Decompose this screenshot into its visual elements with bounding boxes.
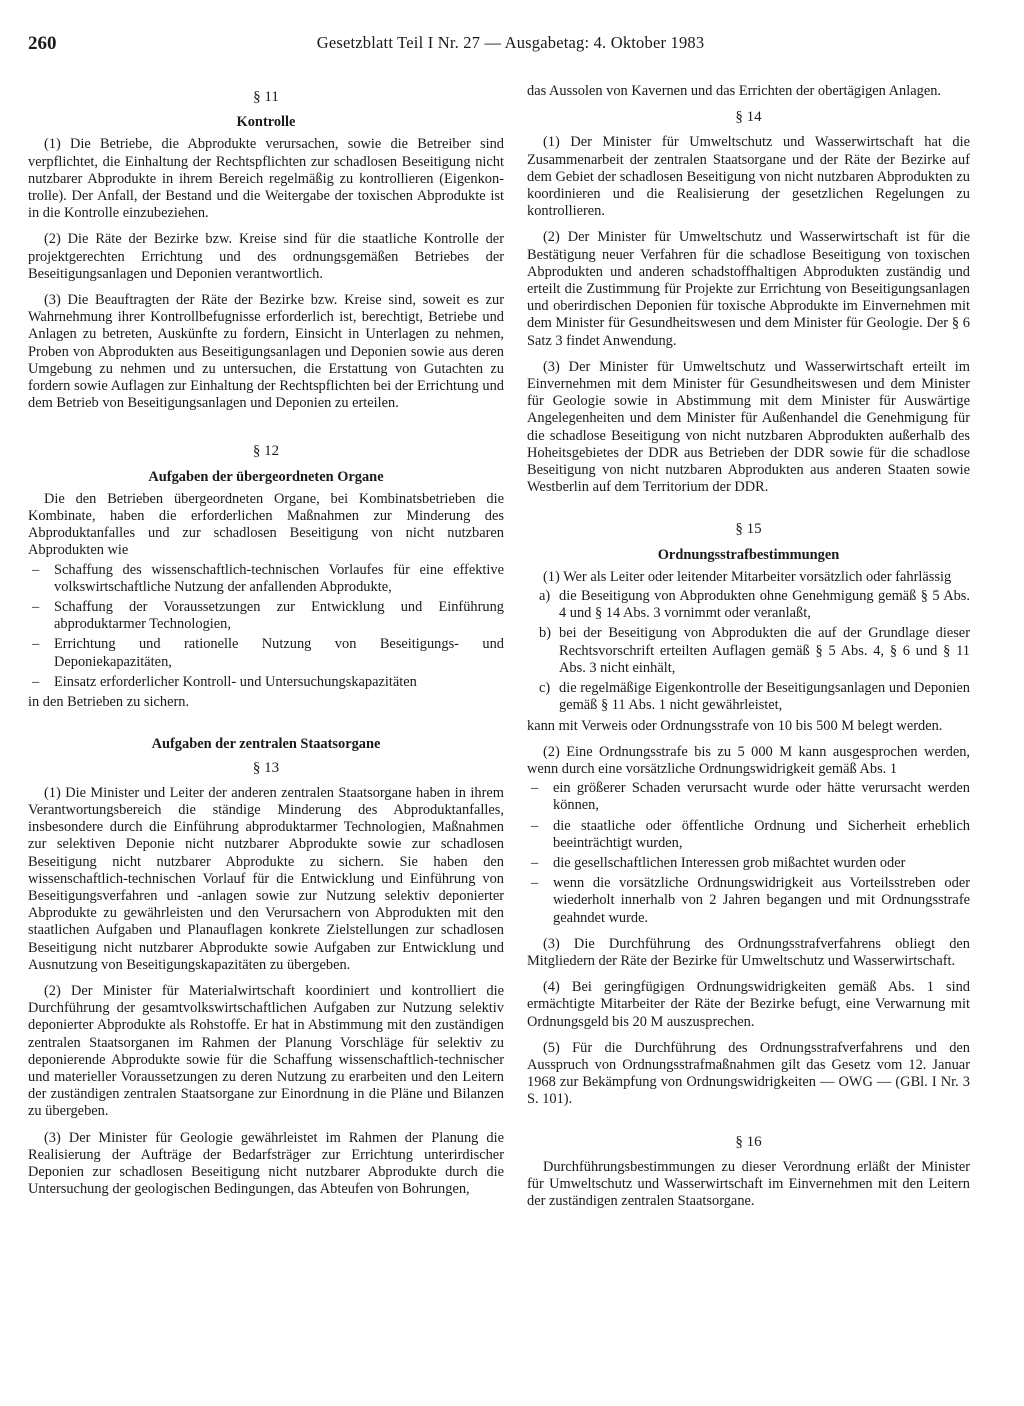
list-item [527, 680, 970, 714]
list-item-marker: b) [539, 625, 551, 642]
page-number: 260 [28, 33, 57, 54]
list-item: – die staatliche oder öffentliche Ordnung und Sicherheit erheblich beeinträchtigt wurden, [531, 817, 970, 851]
list-item: – wenn die vorsätzliche Ordnungswidrigkeit aus Vorteilsstreben oder wiederholt innerhalb von 2 Jahren begangen und mit Ordnungsstrafe geahndet wurde. [531, 875, 970, 926]
section-14-paragraph-1: (1) Der Minister für Umweltschutz und Wasserwirtschaft hat die Zusammenarbeit der zentralen Staatsorgane und der Räte der Bezirke auf dem Gebiet der schadlosen Beseitigung von nicht nutzbaren Abprodukten zu koordinieren und die Realisierung der gesetzlichen Regelungen zu kontrollieren. [527, 134, 970, 220]
list-item-marker: c) [539, 680, 551, 697]
running-head: Gesetzblatt Teil I Nr. 27 — Ausgabetag: 4. Oktober 1983 [316, 33, 705, 52]
left-column [28, 83, 504, 1207]
list-item: – Schaffung der Voraussetzungen zur Entwicklung und Einführung abproduktarmer Technologien, [32, 599, 504, 633]
section-15-paragraph-3: (3) Die Durchführung des Ordnungsstrafverfahrens obliegt den Mitgliedern der Räte der Bezirke für Umweltschutz und Wasserwirtschaft. [527, 935, 970, 969]
section-11-paragraph-2: (2) Die Räte der Bezirke bzw. Kreise sind für die staatliche Kontrolle der projektgerechten Errichtung und des ordnungsgemäßen Betriebes der Beseitigungsanlagen und Deponien verantwortlich. [28, 231, 504, 282]
section-15-paragraph-1-intro: (1) Wer als Leiter oder leitender Mitarbeiter vorsätzlich oder fahrlässig [543, 568, 952, 585]
section-11-title: Kontrolle [236, 114, 296, 131]
list-item: – die gesellschaftlichen Interessen grob mißachtet wurden oder [531, 854, 906, 871]
list-item-marker: a) [539, 588, 551, 605]
section-15-paragraph-4: (4) Bei geringfügigen Ordnungswidrigkeiten gemäß Abs. 1 sind ermächtigte Mitarbeiter der Räte der Bezirke befugt, eine Verwarnung mit Ordnungsgeld bis 20 M auszusprechen. [527, 979, 970, 1030]
section-15-number: § 15 [735, 521, 762, 538]
list-item-text: die Beseitigung von Abprodukten ohne Genehmigung gemäß § 5 Abs. 4 und § 14 Abs. 3 vornimmt oder veranlaßt, [559, 588, 970, 622]
section-16-paragraph-1: Durchführungsbestimmungen zu dieser Verordnung erläßt der Minister für Umweltschutz und Wasserwirtschaft im Einvernehmen mit den Leitern der zuständigen zentralen Staatsorgane. [527, 1158, 970, 1210]
list-item-text: Schaffung der Voraussetzungen zur Entwicklung und Einführung abproduktarmer Technologien, [54, 599, 504, 633]
list-item [527, 588, 970, 622]
section-12-outro: in den Betrieben zu sichern. [28, 694, 190, 711]
section-13-continuation: das Aussolen von Kavernen und das Errichten der obertägigen Anlagen. [527, 83, 942, 99]
section-14-paragraph-2: (2) Der Minister für Umweltschutz und Wasserwirtschaft ist für die Bestätigung neuer Verfahren für die schadlose Beseitigung von toxischen Abprodukten und anderen schadstoffhaltigen Abprodukten zuständig und erteilt die Zustimmung für Projekte zur Errichtung von Beseitigungsanlagen und oberirdischen Deponien für toxische Abprodukte im Einvernehmen mit dem Minister für Gesundheitswesen und dem Minister für Geologie. Der § 6 Satz 3 findet Anwendung. [527, 229, 970, 349]
list-item [527, 625, 970, 677]
list-item: – Schaffung des wissenschaftlich-technischen Vorlaufes für eine effektive volkswirtschaftliche Nutzung der anfallenden Abprodukte, [32, 561, 504, 595]
list-item-text: die gesellschaftlichen Interessen grob mißachtet wurden oder [553, 854, 906, 871]
section-13-number: § 13 [252, 759, 280, 776]
section-16-number: § 16 [735, 1133, 762, 1150]
list-item-text: Errichtung und rationelle Nutzung von Beseitigungs- und Deponiekapazitäten, [54, 636, 504, 670]
section-14-number: § 14 [735, 109, 762, 126]
page-header [28, 33, 993, 57]
section-11-paragraph-3: (3) Die Beauftragten der Räte der Bezirke bzw. Kreise sind, soweit es zur Wahrnehmung ihrer Kontrollbefugnisse erforderlich ist, berechtigt, Betriebe und Anlagen zu betreten, Auskünfte zu fordern, Einsicht in Unterlagen zu nehmen, Proben von Abprodukten aus Beseitigungsanlagen und Deponien sowie aus deren Umgebung zu nehmen und zu untersuchen, die Erstattung von Gutachten zu fordern sowie Auflagen zur Einhaltung der Rechtspflichten bei der Errichtung und dem Betrieb von Beseitigungsanlagen und Deponien zu erteilen. [28, 292, 504, 412]
section-13-paragraph-1: (1) Die Minister und Leiter der anderen zentralen Staatsorgane haben in ihrem Verantwortungsbereich die ständige Minderung des Abproduktanfalles, insbesondere durch die Einführung abproduktarmer Technologien, Maßnahmen zur selektiven Deponie nicht nutzbarer Abprodukte sowie zur schadlosen Beseitigung nicht nutzbarer Abprodukte zu sichern. Sie haben den wissenschaftlich-technischen Vorlauf für die Entwicklung und Einführung von Beseitigungsverfahren und -anlagen sowie zur Nutzung selektiv deponierter Abprodukte zu gewährleisten und den Verursachern von Abprodukten mit den staatlichen Aufgaben und Planauflagen konkrete Zielstellungen zur schadlosen Beseitigung nicht nutzbarer Abprodukte sowie Aufgaben zur Entwicklung und Ausnutzung von Beseitigungskapazitäten zu übergeben. [28, 784, 504, 973]
list-item: – ein größerer Schaden verursacht wurde oder hätte verursacht werden können, [531, 780, 970, 814]
list-item: – Einsatz erforderlicher Kontroll- und Untersuchungskapazitäten [32, 673, 417, 690]
section-13-paragraph-3: (3) Der Minister für Geologie gewährleistet im Rahmen der Planung die Realisierung der Aufträge der Bedarfsträger zur Errichtung unterirdischer Deponien zur schadlosen Beseitigung nicht nutzbarer Abprodukte durch die Untersuchung der geologischen Bedingungen, das Abteufen von Bohrungen, [28, 1129, 504, 1198]
section-11-number: § 11 [253, 89, 279, 105]
section-15-paragraph-2-intro: (2) Eine Ordnungsstrafe bis zu 5 000 M kann ausgesprochen werden, wenn durch eine vorsätzliche Ordnungswidrigkeit gemäß Abs. 1 [527, 743, 970, 777]
list-item-text: ein größerer Schaden verursacht wurde oder hätte verursacht werden können, [553, 780, 970, 814]
list-item: – Errichtung und rationelle Nutzung von Beseitigungs- und Deponiekapazitäten, [32, 636, 504, 670]
central-organs-heading: Aufgaben der zentralen Staatsorgane [151, 736, 381, 753]
section-15-title: Ordnungsstrafbestimmungen [657, 546, 840, 563]
section-14-paragraph-3: (3) Der Minister für Umweltschutz und Wasserwirtschaft erteilt im Einvernehmen mit dem Minister für Gesundheitswesen und dem Minister für Geologie sowie in Abstimmung mit dem Minister für Auswärtige Angelegenheiten und dem Minister für Außenhandel die Genehmigung für die schadlose Beseitigung von nicht nutzbaren Abprodukten außerhalb des Hoheitsgebietes der DDR aus Betrieben der DDR sowie für die schadlose Beseitigung von nicht nutzbaren Abprodukten aus anderen Staaten sowie Westberlin auf dem Territorium der DDR. [527, 358, 970, 496]
section-12-intro: Die den Betrieben übergeordneten Organe, bei Kombinatsbetrieben die Kombinate, haben die erforderlichen Maßnahmen zur Minderung des Abproduktanfalles und zur schadlosen Beseitigung von nicht nutzbaren Abprodukten wie [28, 490, 504, 559]
list-item-text: die regelmäßige Eigenkontrolle der Beseitigungsanlagen und Deponien gemäß § 11 Abs. 1 nicht gewährleistet, [559, 680, 970, 714]
list-item-text: bei der Beseitigung von Abprodukten die auf der Grundlage dieser Rechtsvorschrift erteilten Auflagen gemäß § 5 Abs. 4, § 6 und § 11 Abs. 3 nicht einhält, [559, 625, 970, 676]
list-item-text: Einsatz erforderlicher Kontroll- und Untersuchungskapazitäten [54, 673, 417, 690]
section-15-paragraph-1-outro: kann mit Verweis oder Ordnungsstrafe von 10 bis 500 M belegt werden. [527, 717, 943, 734]
list-item-text: Schaffung des wissenschaftlich-technischen Vorlaufes für eine effektive volkswirtschaftliche Nutzung der anfallenden Abprodukte, [54, 561, 504, 595]
section-15-paragraph-5: (5) Für die Durchführung des Ordnungsstrafverfahrens und den Ausspruch von Ordnungsstrafmaßnahmen gilt das Gesetz vom 12. Januar 1968 zur Bekämpfung von Ordnungswidrigkeiten — OWG — (GBl. I Nr. 3 S. 101). [527, 1039, 970, 1108]
section-12-title: Aufgaben der übergeordneten Organe [148, 468, 384, 485]
right-column [527, 83, 970, 1219]
section-11-paragraph-1: (1) Die Betriebe, die Abprodukte verursachen, sowie die Betreiber sind verpflichtet, die Einhaltung der Rechtspflichten zur schadlosen Beseitigung nicht nutzbarer Abprodukte in ihrem Bereich regelmäßig zu kontrollieren (Eigenkontrolle). Der Anfall, der Bestand und die Weitergabe der toxischen Abprodukte ist in die Kontrolle einzubeziehen. [28, 136, 504, 222]
section-13-paragraph-2: (2) Der Minister für Materialwirtschaft koordiniert und kontrolliert die Durchführung der gesamtvolkswirtschaftlichen Aufgaben zur Nutzung selektiv deponierter Abprodukte als Rohstoffe. Er hat in Abstimmung mit den zuständigen zentralen Staatsorganen im Rahmen der Planung Vorschläge für selektiv zu deponierende Abprodukte sowie für die Schaffung wissenschaftlich-technischer und materieller Voraussetzungen zu deren Nutzung zu erarbeiten und den Leitern der zuständigen zentralen Staatsorgane zur Einordnung in die Pläne und Bilanzen zu übergeben. [28, 982, 504, 1120]
list-item-text: die staatliche oder öffentliche Ordnung und Sicherheit erheblich beeinträchtigt wurden, [553, 817, 970, 851]
list-item-text: wenn die vorsätzliche Ordnungswidrigkeit aus Vorteilsstreben oder wiederholt innerhalb von 2 Jahren begangen und mit Ordnungsstrafe geahndet wurde. [553, 875, 970, 926]
section-12-number: § 12 [252, 443, 280, 460]
